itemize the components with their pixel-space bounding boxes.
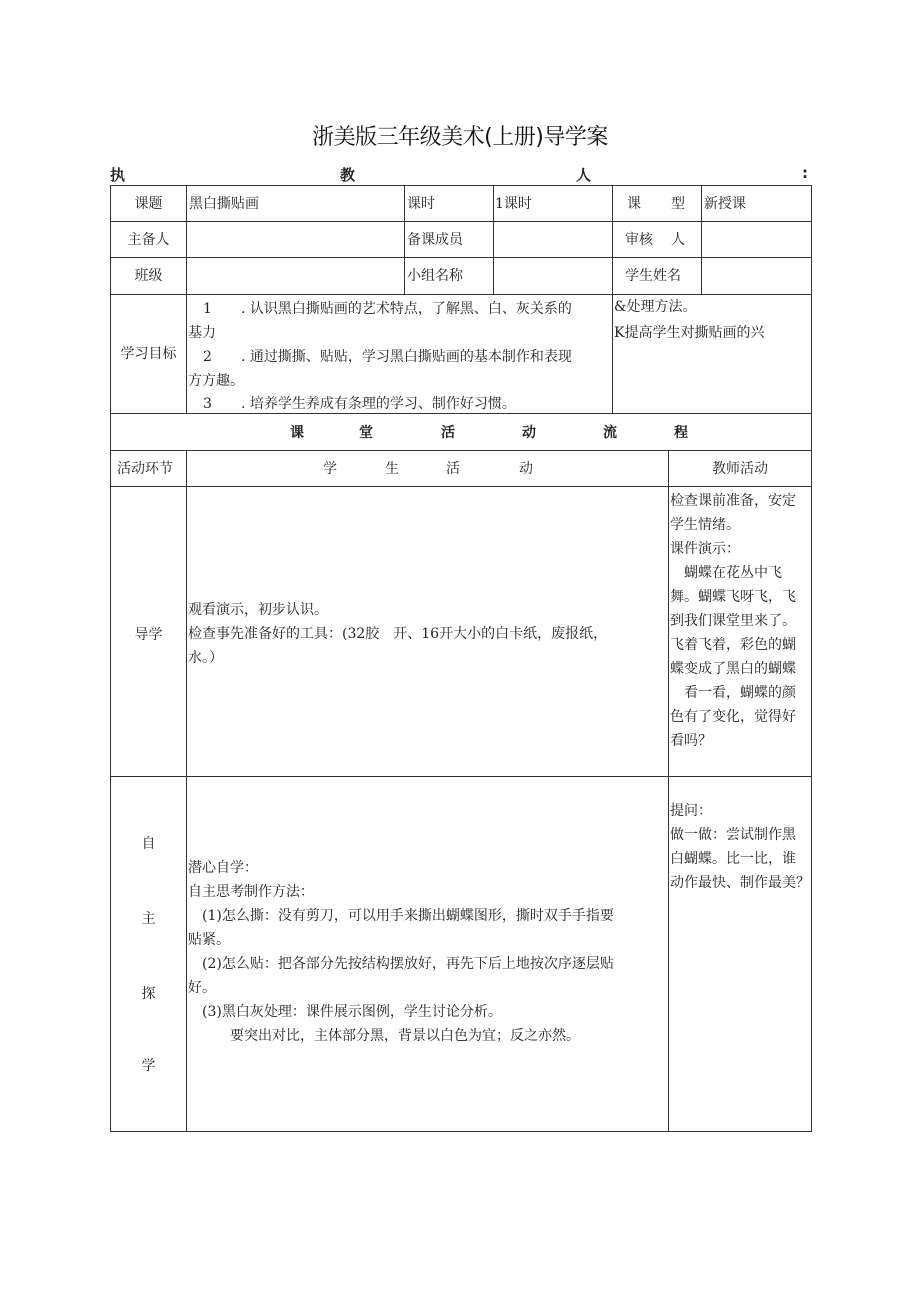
goal-1-continuation: 基力 xyxy=(188,325,216,341)
preparer-label-cell xyxy=(110,221,187,258)
zizhu-student-line: (1)怎么撕：没有剪刀，可以用手来撕出蝴蝶图形，撕时双手手指要 xyxy=(188,908,614,924)
class-label: 班级 xyxy=(134,268,163,284)
zizhu-teacher-line: 动作最快、制作最美？ xyxy=(670,875,810,891)
student-label: 学生姓名 xyxy=(625,268,681,284)
daoxue-teacher-line: 蝶变成了黑白的蝴蝶 xyxy=(670,661,796,677)
zizhu-stage-char: 学 xyxy=(141,1058,156,1074)
reviewer-label-1: 审核 xyxy=(625,232,653,248)
stage-header-cell xyxy=(110,450,187,487)
goals-label-cell xyxy=(110,294,187,414)
executor-char: 人 xyxy=(576,166,592,184)
student-activity-header-char: 学 xyxy=(323,461,337,477)
zizhu-teacher-cell xyxy=(668,776,812,1132)
preparer-value-cell[interactable] xyxy=(186,221,405,258)
student-activity-header-char: 生 xyxy=(385,461,399,477)
flow-heading-char: 动 xyxy=(522,425,536,441)
daoxue-student-line: 观看演示，初步认识。 xyxy=(188,602,328,618)
executor-char: : xyxy=(802,164,808,182)
zizhu-teacher-line: 白蝴蝶。比一比，谁 xyxy=(670,851,796,867)
daoxue-teacher-cell xyxy=(668,486,812,777)
daoxue-teacher-line: 检查课前准备，安定 xyxy=(670,493,796,509)
zizhu-student-cell xyxy=(186,776,669,1132)
goals-content-cell xyxy=(186,294,613,414)
flow-heading-char: 程 xyxy=(674,425,688,441)
members-value-cell[interactable] xyxy=(493,221,613,258)
zizhu-student-line: (3)黑白灰处理：课件展示图例，学生讨论分析。 xyxy=(188,1004,502,1020)
preparer-label: 主备人 xyxy=(127,232,170,248)
zizhu-stage-char: 自 xyxy=(141,836,156,852)
lesson-label-cell xyxy=(110,185,187,222)
daoxue-student-line: 水。） xyxy=(188,650,223,666)
goals-side-line-1: &处理方法。 xyxy=(614,299,697,315)
goal-3-number: 3 xyxy=(203,396,212,412)
goal-1-text: . 认识黑白撕贴画的艺术特点，了解黑、白、灰关系的 xyxy=(241,301,572,317)
student-activity-header-char: 活 xyxy=(446,461,460,477)
goals-side-line-2: K提高学生对撕贴画的兴 xyxy=(614,325,765,341)
group-value-cell[interactable] xyxy=(493,257,613,295)
daoxue-student-text xyxy=(188,598,607,670)
daoxue-teacher-line: 到我们课堂里来了。 xyxy=(670,613,796,629)
flow-heading-char: 堂 xyxy=(359,425,373,441)
goal-1-number: 1 xyxy=(203,301,212,317)
teacher-activity-header-cell xyxy=(668,450,812,487)
period-value-cell xyxy=(493,185,613,222)
daoxue-stage-cell xyxy=(110,486,187,777)
group-label: 小组名称 xyxy=(407,268,463,284)
type-value: 新授课 xyxy=(704,196,746,212)
daoxue-teacher-line: 蝴蝶在花丛中飞 xyxy=(670,565,782,581)
daoxue-teacher-line: 看吗？ xyxy=(670,733,712,749)
zizhu-student-line: 好。 xyxy=(188,980,216,996)
flow-heading-char: 流 xyxy=(603,425,617,441)
teacher-activity-header: 教师活动 xyxy=(712,461,768,477)
daoxue-teacher-line: 看一看，蝴蝶的颜 xyxy=(670,685,796,701)
zizhu-stage-char: 主 xyxy=(141,911,156,927)
members-label-cell xyxy=(404,221,494,258)
flow-heading-cell xyxy=(110,413,812,451)
zizhu-student-line: 贴紧。 xyxy=(188,932,230,948)
reviewer-label-cell xyxy=(612,221,702,258)
type-value-cell xyxy=(701,185,812,222)
zizhu-teacher-line: 提问： xyxy=(670,803,712,819)
type-label-cell xyxy=(612,185,702,222)
daoxue-teacher-line: 飞着飞着，彩色的蝴 xyxy=(670,637,796,653)
executor-row xyxy=(110,164,812,186)
group-label-cell xyxy=(404,257,494,295)
goals-side-cell xyxy=(612,294,812,414)
goal-3-text: . 培养学生养成有条理的学习、制作好习惯。 xyxy=(241,396,516,412)
student-activity-header-char: 动 xyxy=(519,461,533,477)
type-label-2: 型 xyxy=(671,196,685,212)
flow-heading-char: 活 xyxy=(441,425,455,441)
zizhu-stage-char: 探 xyxy=(141,986,156,1002)
executor-char: 教 xyxy=(340,166,356,184)
zizhu-student-line: (2)怎么贴：把各部分先按结构摆放好，再先下后上地按次序逐层贴 xyxy=(188,956,614,972)
lesson-value-cell xyxy=(186,185,405,222)
goal-2-continuation: 方方趣。 xyxy=(188,373,244,389)
goal-2-number: 2 xyxy=(203,349,212,365)
student-label-cell xyxy=(612,257,702,295)
student-activity-header-cell xyxy=(186,450,669,487)
lesson-label: 课题 xyxy=(134,196,163,212)
period-label: 课时 xyxy=(407,196,435,212)
zizhu-stage-cell xyxy=(110,776,187,1132)
class-label-cell xyxy=(110,257,187,295)
daoxue-student-line: 检查事先准备好的工具：(32胶 开、16开大小的白卡纸，废报纸， xyxy=(188,626,608,642)
daoxue-teacher-line: 色有了变化，觉得好 xyxy=(670,709,796,725)
daoxue-student-cell xyxy=(186,486,669,777)
executor-char: 执 xyxy=(110,166,126,184)
student-value-cell[interactable] xyxy=(701,257,812,295)
period-value: 1课时 xyxy=(495,196,532,212)
type-label-1: 课 xyxy=(627,196,641,212)
reviewer-label-2: 人 xyxy=(671,232,685,248)
zizhu-teacher-line: 做一做：尝试制作黑 xyxy=(670,827,796,843)
daoxue-teacher-line: 舞。蝴蝶飞呀飞，飞 xyxy=(670,589,796,605)
period-label-cell xyxy=(404,185,494,222)
reviewer-value-cell[interactable] xyxy=(701,221,812,258)
daoxue-teacher-line: 课件演示： xyxy=(670,541,740,557)
daoxue-stage-label: 导学 xyxy=(134,627,163,643)
members-label: 备课成员 xyxy=(407,232,463,248)
zizhu-student-line: 要突出对比，主体部分黑，背景以白色为宜；反之亦然。 xyxy=(188,1028,580,1044)
zizhu-student-line: 潜心自学： xyxy=(188,860,258,876)
daoxue-teacher-line: 学生情绪。 xyxy=(670,517,740,533)
zizhu-student-text xyxy=(188,856,614,1048)
zizhu-student-line: 自主思考制作方法： xyxy=(188,884,314,900)
goal-2-text: . 通过撕撕、贴贴，学习黑白撕贴画的基本制作和表现 xyxy=(241,349,572,365)
page-title: 浙美版三年级美术(上册)导学案 xyxy=(312,125,608,150)
lesson-value: 黑白撕贴画 xyxy=(189,196,259,212)
class-value-cell[interactable] xyxy=(186,257,405,295)
zizhu-teacher-text xyxy=(670,799,810,895)
flow-heading-char: 课 xyxy=(290,425,304,441)
goals-label: 学习目标 xyxy=(120,346,177,362)
stage-header: 活动环节 xyxy=(117,461,173,477)
daoxue-teacher-text xyxy=(670,489,796,753)
